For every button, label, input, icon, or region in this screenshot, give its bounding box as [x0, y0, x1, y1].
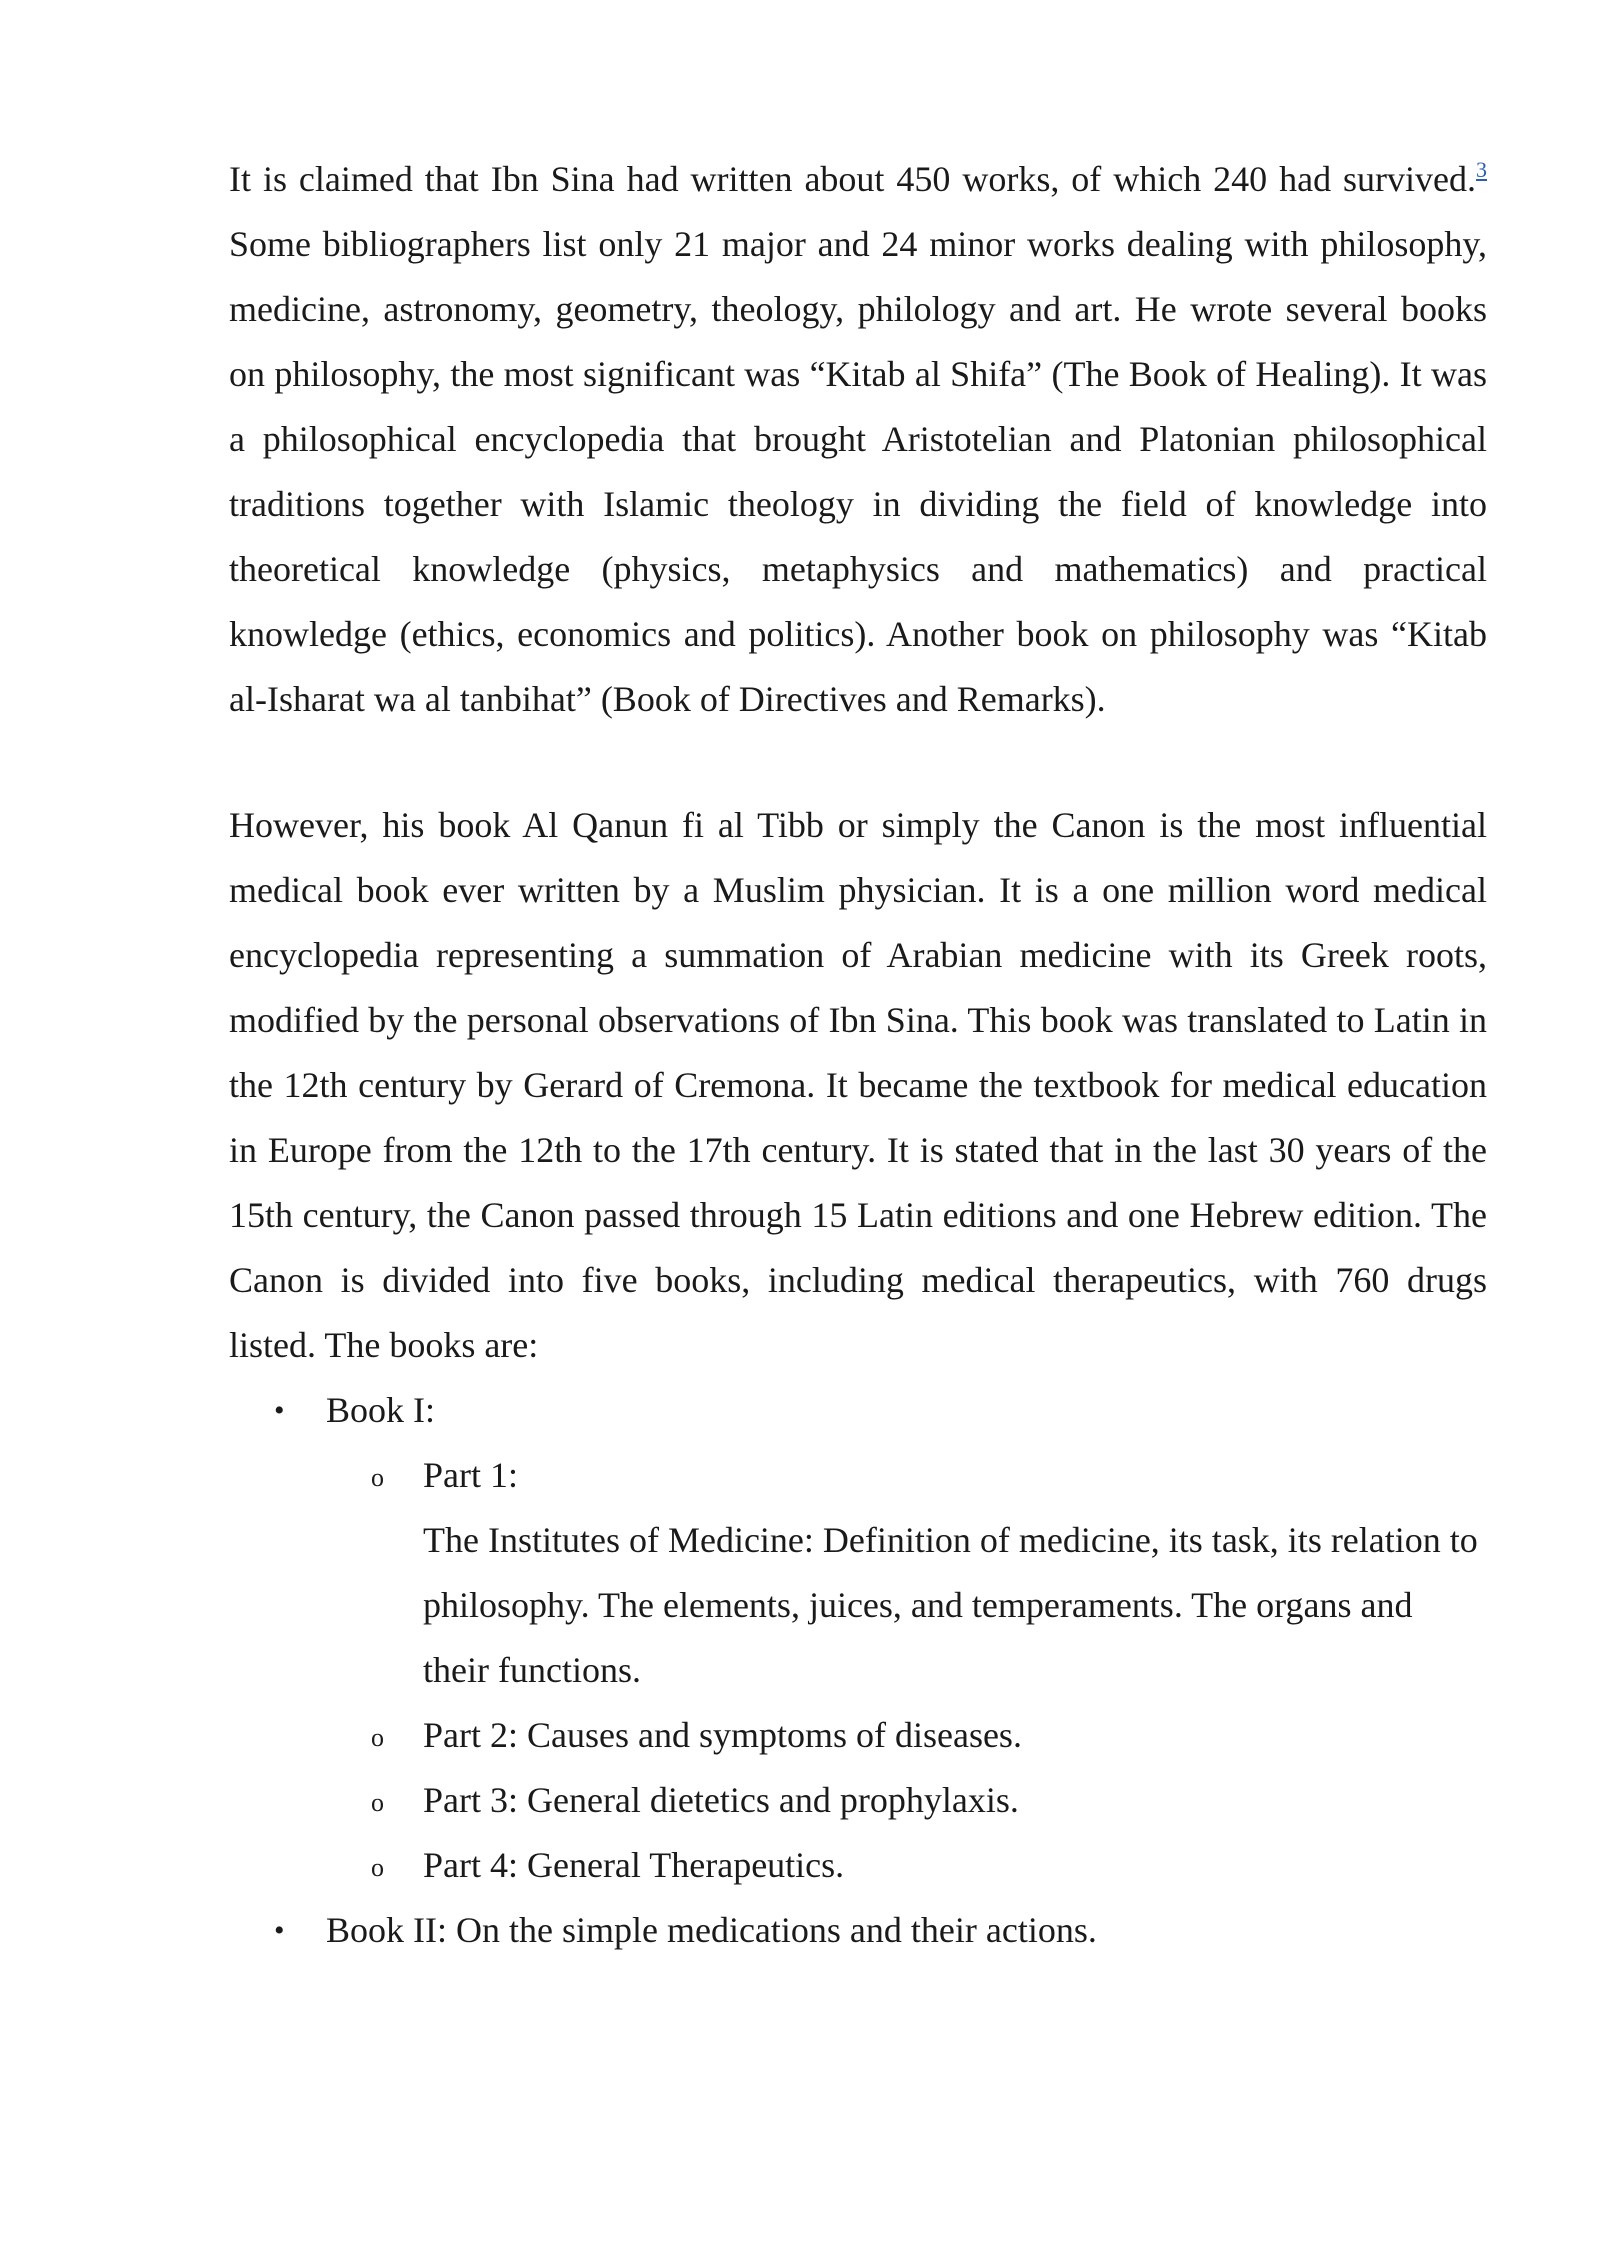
part-label: Part 1: — [423, 1455, 518, 1495]
book-label: Book I: — [326, 1390, 436, 1430]
bullet-icon: • — [274, 1394, 285, 1427]
list-item-part-2 — [326, 1703, 1487, 1768]
circle-bullet-icon: o — [371, 1853, 384, 1882]
bullet-icon: • — [274, 1914, 285, 1947]
circle-bullet-icon: o — [371, 1788, 384, 1817]
part-label: Part 2: Causes and symptoms of diseases. — [423, 1715, 1022, 1755]
circle-bullet-icon: o — [371, 1723, 384, 1752]
list-item-book-1 — [229, 1378, 1487, 1898]
part-description: The Institutes of Medicine: Definition of medicine, its task, its relation to philosophy. The elements, juices, and temperaments. The organs and their functions. — [423, 1520, 1478, 1690]
document-page — [229, 147, 1487, 1963]
paragraph-ibn-sina-works — [229, 147, 1487, 732]
circle-bullet-icon: o — [371, 1463, 384, 1492]
books-list — [229, 1378, 1487, 1963]
parts-list — [326, 1443, 1487, 1898]
paragraph-canon — [229, 793, 1487, 1378]
part-label: Part 3: General dietetics and prophylaxis. — [423, 1780, 1019, 1820]
book-label: Book II: On the simple medications and their actions. — [326, 1910, 1097, 1950]
paragraph-text: It is claimed that Ibn Sina had written about 450 works, of which 240 had survived. — [229, 159, 1476, 199]
part-label: Part 4: General Therapeutics. — [423, 1845, 845, 1885]
footnote-link[interactable]: 3 — [1476, 157, 1487, 182]
paragraph-text-continued: Some bibliographers list only 21 major and 24 minor works dealing with philosophy, medicine, astronomy, geometry, theology, philology and art. He wrote several books on philosophy, the most significant was “Kitab al Shifa” (The Book of Healing). It was a philosophical encyclopedia that brought Aristotelian and Platonian philosophical traditions together with Islamic theology in dividing the field of knowledge into theoretical knowledge (physics, metaphysics and mathematics) and practical knowledge (ethics, economics and politics). Another book on philosophy was “Kitab al-Isharat wa al tanbihat” (Book of Directives and Remarks). — [229, 224, 1487, 719]
list-item-part-4 — [326, 1833, 1487, 1898]
list-item-book-2 — [229, 1898, 1487, 1963]
list-item-part-1 — [326, 1443, 1487, 1703]
list-item-part-3 — [326, 1768, 1487, 1833]
paragraph-text: However, his book Al Qanun fi al Tibb or simply the Canon is the most influential medical book ever written by a Muslim physician. It is a one million word medical encyclopedia representing a summation of Arabian medicine with its Greek roots, modified by the personal observations of Ibn Sina. This book was translated to Latin in the 12th century by Gerard of Cremona. It became the textbook for medical education in Europe from the 12th to the 17th century. It is stated that in the last 30 years of the 15th century, the Canon passed through 15 Latin editions and one Hebrew edition. The Canon is divided into five books, including medical therapeutics, with 760 drugs listed. The books are: — [229, 805, 1487, 1365]
